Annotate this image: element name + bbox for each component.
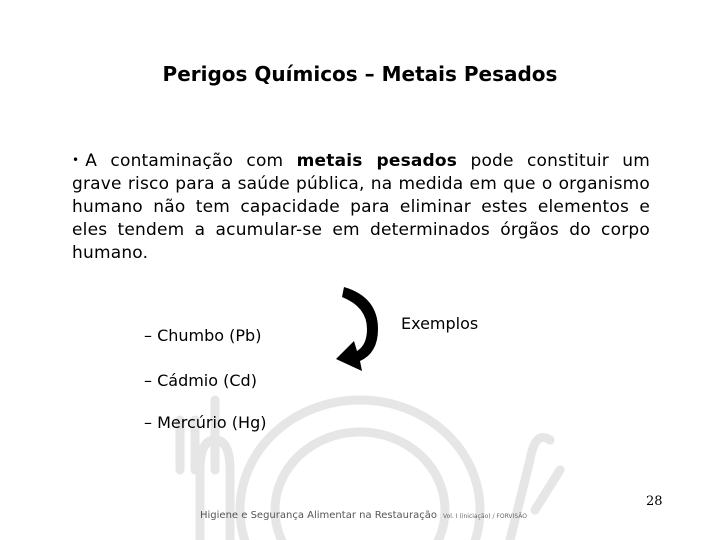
example-item-lead: – Chumbo (Pb) [144, 326, 262, 345]
example-item-cadmium: – Cádmio (Cd) [144, 371, 257, 390]
paragraph-text-1: A contaminação com [85, 151, 297, 171]
footer [200, 510, 527, 521]
footer-text: Higiene e Segurança Alimentar na Restauração [200, 510, 437, 521]
bullet-symbol: • [72, 153, 80, 167]
examples-label: Exemplos [401, 314, 479, 333]
curved-arrow-icon [330, 283, 388, 379]
example-item-mercury: – Mercúrio (Hg) [144, 413, 267, 432]
footer-small-text: Vol. I (iniciação) / FORVISÃO [443, 513, 527, 520]
paragraph-text-2: pode constituir um grave risco para a saúde pública, na medida em que o organismo humano não tem capacidade para eliminar estes elementos e eles tendem a acumular-se em determinados órgãos do corpo humano. [72, 151, 650, 263]
paragraph-bold-text: metais pesados [296, 151, 458, 171]
slide-title: Perigos Químicos – Metais Pesados [162, 62, 558, 86]
body-paragraph [72, 149, 650, 265]
page-number: 28 [646, 494, 663, 509]
